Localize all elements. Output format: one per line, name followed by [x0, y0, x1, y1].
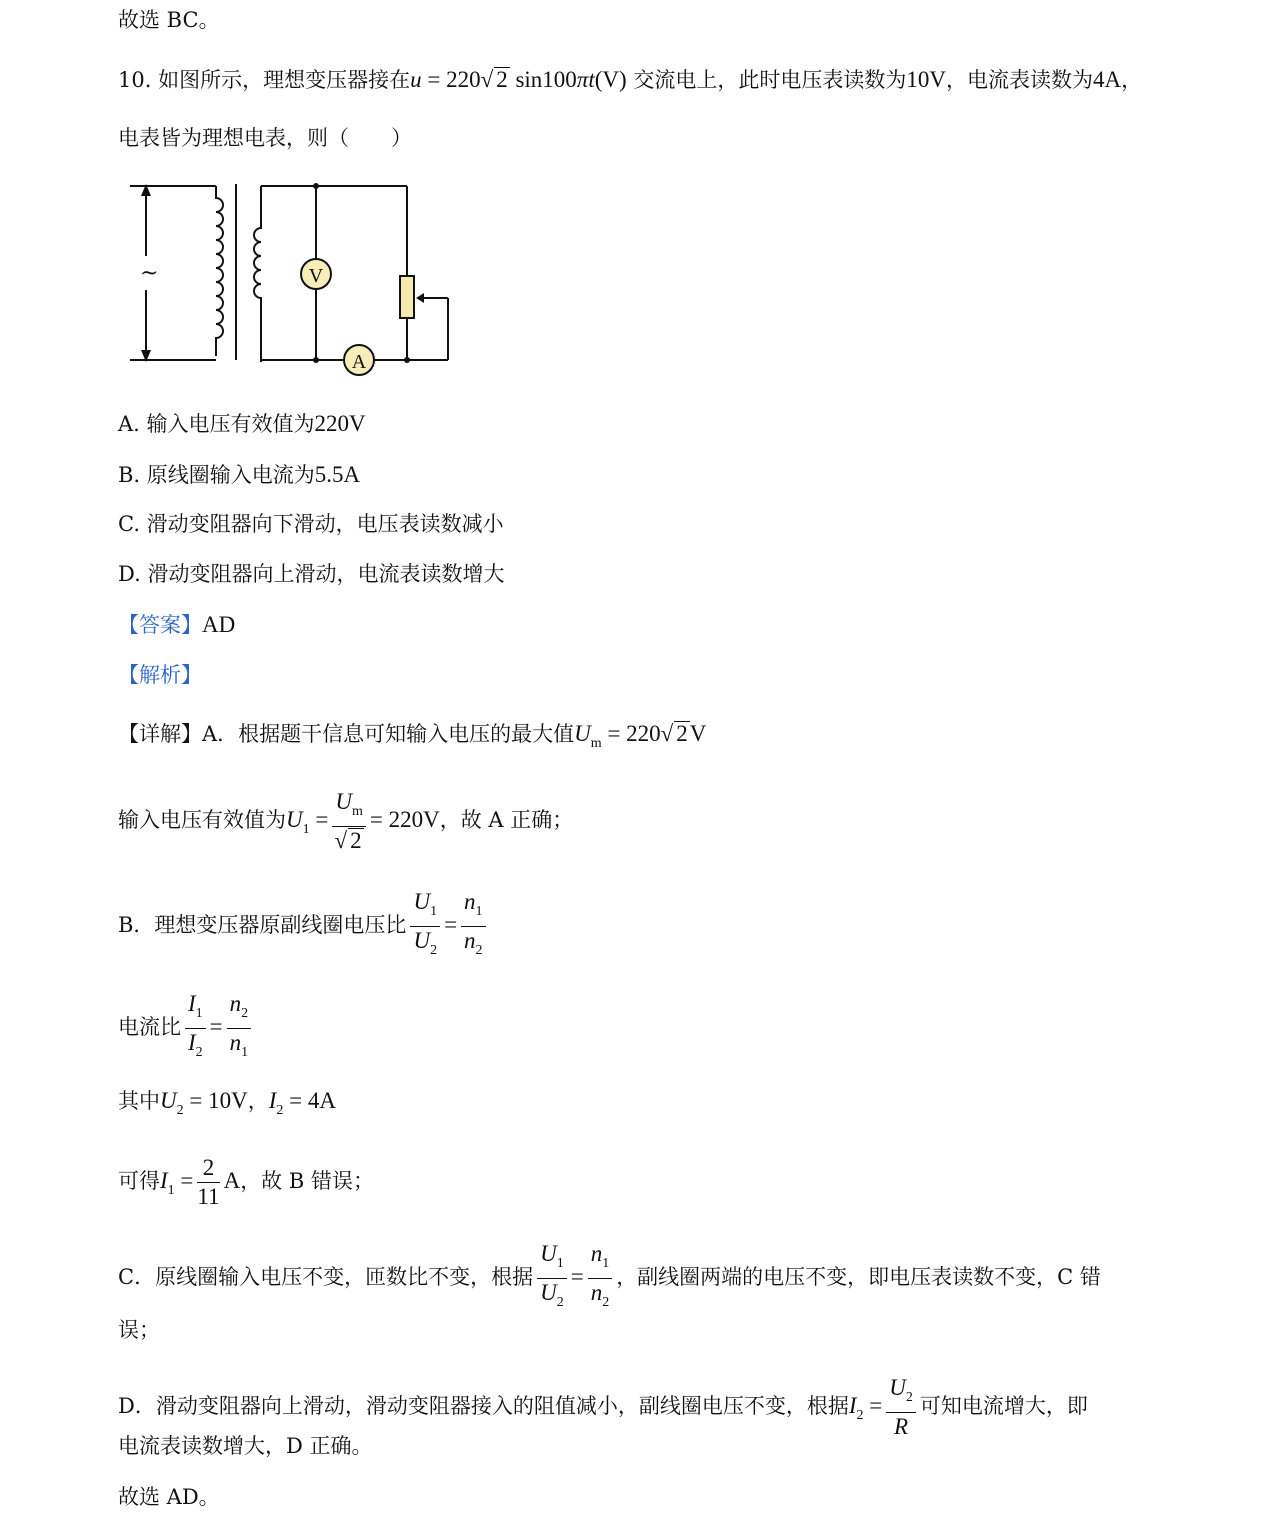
previous-answer: 故选 BC。 — [118, 8, 220, 32]
question-line-2: 电表皆为理想电表，则（ ） — [118, 126, 412, 150]
option-a: A. 输入电压有效值为220V — [118, 411, 366, 436]
detail-b-line: B．理想变压器原副线圈电压比 $\frac{U_1}{U_2}$ = $\frac{n_1}{n_2}$ — [118, 888, 490, 965]
junction-dot — [404, 357, 410, 363]
fraction-n1-n2: $\frac{n_1}{n_2}$ — [461, 888, 486, 965]
fraction-um-sqrt2: $\frac{U_m}{√ 2}$ — [332, 788, 366, 855]
fraction-n2-n1: $\frac{n_2}{n_1}$ — [227, 990, 252, 1067]
final-answer: 故选 AD。 — [118, 1485, 220, 1509]
question-line-1: 10. 如图所示，理想变压器接在u = 220√ 2 sin100πt(V) 交流电上，此时电压表读数为10V，电流表读数为4A， — [118, 67, 1143, 92]
sliding-rheostat — [400, 276, 414, 318]
answer-value: AD — [202, 612, 236, 637]
option-b: B. 原线圈输入电流为5.5A — [118, 462, 361, 487]
fraction-n1-n2: $\frac{n_1}{n_2}$ — [588, 1240, 613, 1317]
detail-c-line: C．原线圈输入电压不变，匝数比不变，根据 $\frac{U_1}{U_2}$ = $\frac{n_1}{n_2}$ ，副线圈两端的电压不变，即电压表读数不变，C 错 — [118, 1240, 1101, 1317]
answer-label: 【答案】 — [118, 613, 202, 637]
option-d: D. 滑动变阻器向上滑动，电流表读数增大 — [118, 562, 505, 586]
question-number: 10. — [118, 68, 152, 92]
detail-label: 【详解】 — [118, 722, 202, 746]
voltage-equation: u = 220√ 2 sin100πt(V) — [410, 67, 627, 92]
ammeter-reading: 4A — [1092, 67, 1122, 92]
fraction-u2-r: $\frac{U_2}{R}$ — [886, 1374, 916, 1441]
detail-given-line: 其中$U_2 = 10V$，$I_2 = 4A$ — [118, 1088, 336, 1118]
voltmeter-label: V — [308, 265, 324, 287]
fraction-2-11: $\frac{2}{11}$ — [197, 1155, 220, 1209]
option-c: C. 滑动变阻器向下滑动，电压表读数减小 — [118, 512, 504, 536]
fraction-u1-u2: $\frac{U_1}{U_2}$ — [537, 1240, 567, 1317]
detail-current-ratio-line: 电流比 $\frac{I_1}{I_2}$ = $\frac{n_2}{n_1}$ — [118, 990, 255, 1067]
junction-dot — [313, 183, 319, 189]
analysis-label: 【解析】 — [118, 663, 202, 687]
detail-result-line: 可得$I_1$ = $\frac{2}{11}$ A，故 B 错误； — [118, 1155, 374, 1209]
fraction-i1-i2: $\frac{I_1}{I_2}$ — [185, 990, 206, 1067]
fraction-u1-u2: $\frac{U_1}{U_2}$ — [410, 888, 440, 965]
detail-d-line-2: 电流表读数增大，D 正确。 — [118, 1434, 373, 1458]
detail-c-line-2: 误； — [118, 1318, 160, 1342]
detail-d-line: D．滑动变阻器向上滑动，滑动变阻器接入的阻值减小，副线圈电压不变，根据$I_2$ = $\frac{U_2}{R}$ 可知电流增大，即 — [118, 1375, 1088, 1439]
question-text: 如图所示，理想变压器接在 — [158, 68, 411, 92]
detail-a2-line: 输入电压有效值为$U_1$ = $\frac{U_m}{√ 2}$ = 220V，故 A 正确； — [118, 789, 574, 853]
junction-dot — [313, 357, 319, 363]
secondary-coil — [254, 186, 261, 362]
primary-coil — [216, 186, 223, 356]
ac-source-symbol: ~ — [140, 261, 159, 286]
voltmeter-reading: 10V — [906, 67, 946, 92]
answer-line — [118, 611, 235, 639]
detail-a-line: 【详解】A．根据题干信息可知输入电压的最大值$U_m = 220√$ 2V — [118, 721, 707, 751]
ammeter-label: A — [351, 351, 367, 373]
transformer-circuit-diagram — [118, 178, 463, 378]
